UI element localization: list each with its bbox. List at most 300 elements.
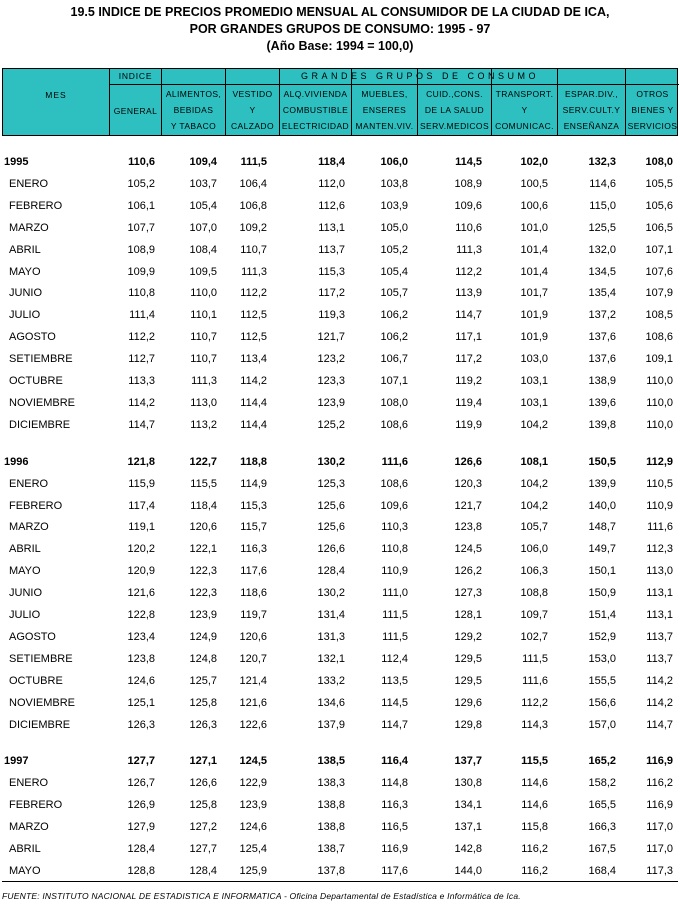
row-label: AGOSTO xyxy=(9,331,56,344)
row-value: 103,1 xyxy=(520,375,548,387)
row-value: 110,8 xyxy=(128,287,155,300)
row-label: AGOSTO xyxy=(9,630,56,643)
table-row xyxy=(0,653,680,669)
row-value: 115,9 xyxy=(128,477,155,490)
table-row xyxy=(0,697,680,713)
header-group-line: CALZADO xyxy=(231,121,274,131)
row-value: 157,0 xyxy=(588,718,616,731)
row-value: 118,6 xyxy=(240,587,267,600)
header-group-line: ENSEÑANZA xyxy=(563,121,620,131)
row-value: 108,6 xyxy=(380,477,408,490)
row-value: 119,7 xyxy=(240,609,267,621)
row-value: 122,3 xyxy=(189,587,217,600)
row-value: 129,5 xyxy=(454,652,482,665)
row-value: 126,7 xyxy=(127,777,155,790)
row-value: 119,1 xyxy=(128,521,155,534)
row-value: 100,6 xyxy=(520,199,548,212)
row-value: 122,7 xyxy=(189,455,217,468)
row-value: 123,9 xyxy=(239,799,267,812)
row-label: OCTUBRE xyxy=(9,375,63,387)
row-value: 126,9 xyxy=(127,799,155,812)
row-label: JUNIO xyxy=(9,287,42,300)
row-value: 138,7 xyxy=(317,843,345,855)
row-value: 131,4 xyxy=(317,609,345,621)
header-group-8 xyxy=(625,69,679,135)
row-value: 105,5 xyxy=(645,177,673,190)
header-group-7 xyxy=(557,69,625,135)
header-group-4 xyxy=(351,69,417,135)
row-value: 138,9 xyxy=(588,375,616,387)
row-value: 120,7 xyxy=(239,652,267,665)
row-label: FEBRERO xyxy=(9,199,63,212)
row-value: 153,0 xyxy=(588,652,616,665)
row-value: 139,9 xyxy=(588,477,616,490)
title-line-1: 19.5 INDICE DE PRECIOS PROMEDIO MENSUAL AL CONSUMIDOR DE LA CIUDAD DE ICA, xyxy=(70,5,610,19)
table-row xyxy=(0,309,680,325)
row-value: 111,6 xyxy=(381,455,408,468)
row-value: 114,6 xyxy=(521,799,548,812)
row-value: 101,4 xyxy=(520,243,548,256)
row-value: 138,8 xyxy=(317,799,345,812)
row-value: 126,2 xyxy=(454,565,482,578)
row-value: 149,7 xyxy=(588,543,616,556)
row-value: 110,0 xyxy=(646,418,673,431)
row-value: 144,0 xyxy=(454,864,482,877)
row-value: 108,0 xyxy=(645,156,673,168)
row-value: 108,4 xyxy=(189,243,217,256)
row-value: 117,6 xyxy=(381,864,408,877)
row-value: 115,8 xyxy=(521,821,548,834)
title-line-3: (Año Base: 1994 = 100,0) xyxy=(266,39,414,53)
row-value: 127,2 xyxy=(189,821,217,834)
row-value: 105,4 xyxy=(380,265,408,278)
table-row xyxy=(0,353,680,369)
row-value: 106,4 xyxy=(239,177,267,190)
row-label: ABRIL xyxy=(9,843,41,855)
row-value: 116,9 xyxy=(646,799,673,812)
row-value: 123,9 xyxy=(317,396,345,409)
row-value: 117,6 xyxy=(240,565,267,578)
row-value: 114,7 xyxy=(646,718,673,731)
row-value: 121,8 xyxy=(127,455,155,468)
row-value: 111,5 xyxy=(382,630,408,643)
row-label: JUNIO xyxy=(9,587,42,600)
row-value: 100,5 xyxy=(520,177,548,190)
row-value: 129,2 xyxy=(454,630,482,643)
row-value: 114,8 xyxy=(381,777,408,790)
row-value: 107,0 xyxy=(189,221,217,234)
row-value: 114,2 xyxy=(646,674,673,687)
row-value: 112,7 xyxy=(128,353,155,366)
row-value: 114,5 xyxy=(381,696,408,709)
row-value: 114,7 xyxy=(455,309,482,322)
row-value: 122,1 xyxy=(189,543,217,556)
row-value: 116,2 xyxy=(646,777,673,790)
table-row xyxy=(0,244,680,260)
row-value: 125,6 xyxy=(317,521,345,534)
row-value: 130,8 xyxy=(454,777,482,790)
row-value: 110,5 xyxy=(646,477,673,490)
table-row xyxy=(0,375,680,391)
header-group-line: Y xyxy=(521,105,528,115)
row-value: 120,2 xyxy=(127,543,155,556)
row-label: MARZO xyxy=(9,521,49,534)
row-value: 137,8 xyxy=(317,864,345,877)
row-value: 121,7 xyxy=(454,499,482,512)
row-value: 110,0 xyxy=(190,287,217,300)
row-value: 112,5 xyxy=(240,309,267,322)
row-value: 110,9 xyxy=(381,565,408,578)
row-value: 113,7 xyxy=(318,243,345,256)
table-row xyxy=(0,843,680,859)
row-value: 127,7 xyxy=(189,843,217,855)
row-value: 103,1 xyxy=(520,396,548,409)
header-group-2 xyxy=(225,69,279,135)
row-label: ENERO xyxy=(9,177,49,190)
row-label: ABRIL xyxy=(9,543,41,556)
row-label: MAYO xyxy=(9,864,41,877)
row-value: 120,6 xyxy=(239,630,267,643)
row-value: 117,1 xyxy=(455,331,482,344)
row-value: 125,4 xyxy=(239,843,267,855)
row-value: 114,7 xyxy=(128,418,155,431)
row-value: 112,5 xyxy=(240,331,267,344)
row-value: 111,6 xyxy=(522,674,548,687)
row-value: 121,6 xyxy=(127,587,155,600)
row-value: 114,6 xyxy=(521,777,548,790)
table-row xyxy=(0,821,680,837)
row-value: 105,7 xyxy=(380,287,408,300)
row-label: FEBRERO xyxy=(9,799,63,812)
row-value: 110,9 xyxy=(646,499,673,512)
row-value: 110,8 xyxy=(381,543,408,556)
header-group-line: TRANSPORT. xyxy=(495,89,554,99)
row-label: 1995 xyxy=(4,156,29,168)
row-value: 108,8 xyxy=(520,587,548,600)
table-row xyxy=(0,865,680,881)
row-value: 156,6 xyxy=(588,696,616,709)
row-value: 118,4 xyxy=(318,156,345,168)
row-value: 116,3 xyxy=(240,543,267,556)
row-value: 125,7 xyxy=(189,674,217,687)
row-label: SETIEMBRE xyxy=(9,353,73,366)
row-value: 125,1 xyxy=(127,696,155,709)
row-value: 101,0 xyxy=(520,221,548,234)
row-value: 120,6 xyxy=(189,521,217,534)
row-value: 150,1 xyxy=(588,565,616,578)
row-value: 122,9 xyxy=(239,777,267,790)
row-value: 115,5 xyxy=(190,477,217,490)
table-row xyxy=(0,587,680,603)
row-value: 108,1 xyxy=(520,455,548,468)
header-indice-top: INDICE xyxy=(109,69,161,85)
row-value: 114,2 xyxy=(646,696,673,709)
row-value: 137,1 xyxy=(454,821,482,834)
header-group-5 xyxy=(417,69,491,135)
row-value: 150,5 xyxy=(588,455,616,468)
row-value: 123,8 xyxy=(454,521,482,534)
row-value: 119,3 xyxy=(318,309,345,322)
table-row xyxy=(0,419,680,435)
table-row xyxy=(0,609,680,625)
row-value: 116,9 xyxy=(381,843,408,855)
row-value: 109,6 xyxy=(380,499,408,512)
row-value: 113,1 xyxy=(646,587,673,600)
row-value: 114,4 xyxy=(240,418,267,431)
row-value: 111,5 xyxy=(382,609,408,621)
table-row xyxy=(0,331,680,347)
header-group-line: BIENES Y xyxy=(631,105,674,115)
header-group-line: SERV.CULT.Y xyxy=(562,105,621,115)
header-group-title: GRANDES GRUPOS DE CONSUMO xyxy=(161,69,679,85)
row-value: 112,2 xyxy=(521,696,548,709)
row-label: NOVIEMBRE xyxy=(9,696,76,709)
row-value: 109,6 xyxy=(454,199,482,212)
header-group-line: ENSERES xyxy=(362,105,407,115)
row-value: 109,9 xyxy=(127,265,155,278)
row-value: 125,8 xyxy=(189,696,217,709)
row-label: ENERO xyxy=(9,477,49,490)
row-value: 130,2 xyxy=(317,587,345,600)
row-value: 126,6 xyxy=(454,455,482,468)
row-value: 123,4 xyxy=(127,630,155,643)
header-group-line: SERVICIOS xyxy=(627,121,678,131)
row-value: 109,7 xyxy=(520,609,548,621)
row-value: 102,0 xyxy=(520,156,548,168)
row-value: 117,2 xyxy=(455,353,482,366)
row-value: 139,8 xyxy=(588,418,616,431)
row-value: 107,1 xyxy=(645,243,673,256)
row-value: 109,4 xyxy=(189,156,217,168)
row-value: 108,5 xyxy=(645,309,673,322)
header-group-line: CUID.,CONS. xyxy=(426,89,483,99)
row-value: 113,0 xyxy=(190,396,217,409)
header-group-line: ESPAR.DIV., xyxy=(564,89,619,99)
row-value: 127,9 xyxy=(127,821,155,834)
row-value: 125,9 xyxy=(239,864,267,877)
row-value: 113,2 xyxy=(190,418,217,431)
row-value: 114,2 xyxy=(240,375,267,387)
row-value: 137,7 xyxy=(454,755,482,768)
table-row xyxy=(0,719,680,735)
table-row xyxy=(0,200,680,216)
row-value: 116,2 xyxy=(521,864,548,877)
row-value: 137,6 xyxy=(588,353,616,366)
row-value: 117,0 xyxy=(646,843,673,855)
row-label: MAYO xyxy=(9,565,41,578)
row-value: 116,9 xyxy=(646,755,673,768)
row-value: 115,3 xyxy=(240,499,267,512)
year-row xyxy=(0,755,680,771)
table-row xyxy=(0,543,680,559)
row-value: 117,3 xyxy=(646,864,673,877)
row-value: 137,2 xyxy=(588,309,616,322)
header-group-line: COMBUSTIBLE xyxy=(282,105,349,115)
row-value: 112,2 xyxy=(128,331,155,344)
row-value: 116,4 xyxy=(381,755,408,768)
row-value: 127,7 xyxy=(127,755,155,768)
row-value: 126,6 xyxy=(317,543,345,556)
table-row xyxy=(0,178,680,194)
row-value: 115,5 xyxy=(521,755,548,768)
row-value: 120,3 xyxy=(454,477,482,490)
row-value: 111,0 xyxy=(382,587,408,600)
header-group-line: MANTEN.VIV. xyxy=(355,121,414,131)
row-value: 129,6 xyxy=(454,696,482,709)
header-group-line: ALIMENTOS, xyxy=(165,89,222,99)
row-value: 107,7 xyxy=(127,221,155,234)
row-value: 111,3 xyxy=(191,375,217,387)
row-value: 112,6 xyxy=(318,199,345,212)
header-group-1 xyxy=(161,69,225,135)
header-group-line: Y xyxy=(249,105,256,115)
row-value: 168,4 xyxy=(588,864,616,877)
row-value: 109,1 xyxy=(645,353,673,366)
header-group-line: VESTIDO xyxy=(232,89,273,99)
row-value: 121,7 xyxy=(317,331,345,344)
row-value: 111,5 xyxy=(522,652,548,665)
row-value: 114,5 xyxy=(455,156,482,168)
row-value: 122,3 xyxy=(189,565,217,578)
row-value: 128,1 xyxy=(454,609,482,621)
row-value: 137,6 xyxy=(588,331,616,344)
header-indice-bottom: GENERAL xyxy=(109,85,161,135)
row-value: 101,9 xyxy=(520,309,548,322)
header-mes: MES xyxy=(45,90,67,100)
row-value: 129,5 xyxy=(454,674,482,687)
row-value: 111,4 xyxy=(129,309,155,322)
row-value: 106,1 xyxy=(127,199,155,212)
row-value: 101,7 xyxy=(520,287,548,300)
row-value: 110,1 xyxy=(190,309,217,322)
row-value: 114,6 xyxy=(589,177,616,190)
year-row xyxy=(0,156,680,172)
row-label: MARZO xyxy=(9,221,49,234)
row-value: 110,3 xyxy=(381,521,408,534)
row-value: 166,3 xyxy=(588,821,616,834)
row-value: 116,3 xyxy=(381,799,408,812)
header-group-line: OTROS xyxy=(636,89,669,99)
row-value: 152,9 xyxy=(588,630,616,643)
row-value: 123,3 xyxy=(317,375,345,387)
header-group-3 xyxy=(279,69,351,135)
row-label: MAYO xyxy=(9,265,41,278)
table-row xyxy=(0,565,680,581)
row-value: 126,6 xyxy=(189,777,217,790)
row-value: 104,2 xyxy=(520,499,548,512)
row-label: ENERO xyxy=(9,777,49,790)
row-value: 113,5 xyxy=(381,674,408,687)
row-value: 106,5 xyxy=(645,221,673,234)
row-value: 128,4 xyxy=(127,843,155,855)
row-value: 112,9 xyxy=(646,455,673,468)
row-value: 110,6 xyxy=(128,156,155,168)
table-row xyxy=(0,521,680,537)
title-line-2: POR GRANDES GRUPOS DE CONSUMO: 1995 - 97 xyxy=(189,22,491,36)
row-value: 113,1 xyxy=(318,221,345,234)
row-value: 106,0 xyxy=(380,156,408,168)
row-value: 105,6 xyxy=(645,199,673,212)
row-value: 113,7 xyxy=(646,630,673,643)
row-label: DICIEMBRE xyxy=(9,718,71,731)
row-value: 104,2 xyxy=(520,418,548,431)
table-row xyxy=(0,266,680,282)
row-value: 151,4 xyxy=(588,609,616,621)
row-value: 134,5 xyxy=(588,265,616,278)
row-value: 126,3 xyxy=(127,718,155,731)
row-value: 118,8 xyxy=(240,455,267,468)
row-value: 105,2 xyxy=(127,177,155,190)
row-value: 127,1 xyxy=(189,755,217,768)
row-value: 103,9 xyxy=(380,199,408,212)
row-value: 110,0 xyxy=(646,396,673,409)
row-value: 121,6 xyxy=(239,696,267,709)
source-note: FUENTE: INSTITUTO NACIONAL DE ESTADISTICA E INFORMATICA - Oficina Departamental de Estadística e Informática de Ica. xyxy=(2,891,521,901)
row-value: 106,2 xyxy=(380,309,408,322)
table-row xyxy=(0,397,680,413)
row-value: 125,6 xyxy=(317,499,345,512)
row-value: 108,6 xyxy=(645,331,673,344)
year-row xyxy=(0,456,680,472)
row-value: 155,5 xyxy=(588,674,616,687)
row-value: 112,2 xyxy=(455,265,482,278)
row-label: MARZO xyxy=(9,821,49,834)
row-value: 111,5 xyxy=(240,156,267,168)
row-value: 131,3 xyxy=(317,630,345,643)
row-value: 129,8 xyxy=(454,718,482,731)
row-value: 138,5 xyxy=(317,755,345,768)
row-value: 150,9 xyxy=(588,587,616,600)
row-value: 110,7 xyxy=(190,331,217,344)
row-value: 114,9 xyxy=(240,477,267,490)
row-label: 1996 xyxy=(4,455,29,468)
row-value: 108,9 xyxy=(454,177,482,190)
row-value: 132,1 xyxy=(317,652,345,665)
row-value: 114,4 xyxy=(240,396,267,409)
row-value: 110,7 xyxy=(190,353,217,366)
row-value: 112,4 xyxy=(381,652,408,665)
row-value: 124,5 xyxy=(454,543,482,556)
table-row xyxy=(0,500,680,516)
row-value: 123,2 xyxy=(317,353,345,366)
row-value: 126,3 xyxy=(189,718,217,731)
row-value: 101,4 xyxy=(520,265,548,278)
row-value: 125,2 xyxy=(317,418,345,431)
table-row xyxy=(0,631,680,647)
row-value: 117,2 xyxy=(318,287,345,300)
header-group-line: DE LA SALUD xyxy=(424,105,485,115)
row-value: 107,9 xyxy=(645,287,673,300)
row-value: 115,0 xyxy=(589,199,616,212)
row-label: 1997 xyxy=(4,755,29,768)
footer-divider xyxy=(2,881,678,882)
row-label: JULIO xyxy=(9,309,41,322)
row-value: 125,3 xyxy=(317,477,345,490)
row-value: 113,7 xyxy=(646,652,673,665)
row-value: 117,0 xyxy=(646,821,673,834)
row-value: 134,6 xyxy=(317,696,345,709)
row-value: 113,9 xyxy=(455,287,482,300)
table-row xyxy=(0,478,680,494)
row-value: 104,2 xyxy=(520,477,548,490)
row-value: 122,6 xyxy=(239,718,267,731)
row-value: 109,5 xyxy=(189,265,217,278)
row-value: 165,5 xyxy=(588,799,616,812)
row-value: 112,2 xyxy=(240,287,267,300)
header-group-line: ALQ.VIVIENDA xyxy=(283,89,348,99)
row-value: 114,7 xyxy=(381,718,408,731)
row-value: 142,8 xyxy=(454,843,482,855)
